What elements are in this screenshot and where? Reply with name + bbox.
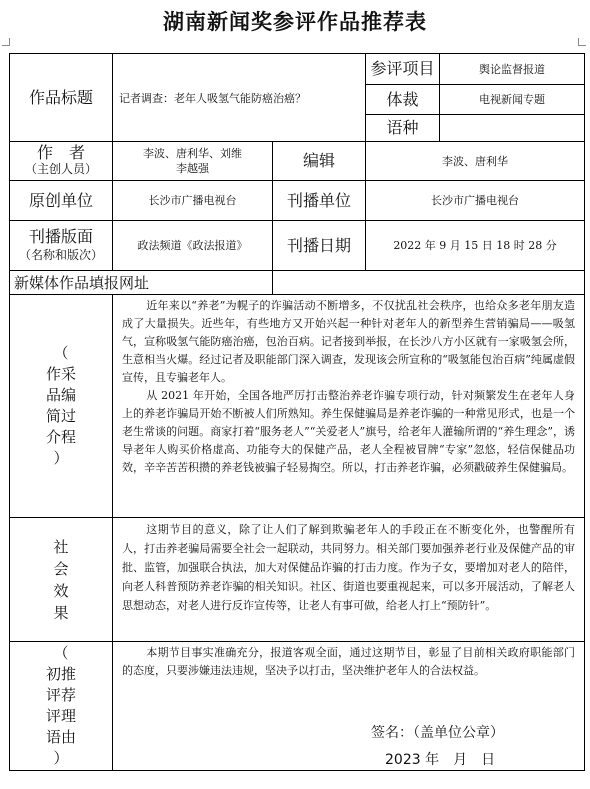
signature-label: 签名：（盖单位公章） <box>371 725 504 741</box>
genre-value: 电视新闻专题 <box>440 85 585 115</box>
origin-unit-value: 长沙市广播电视台 <box>113 181 273 221</box>
process-label-line: ） <box>53 449 69 467</box>
work-title-label: 作品标题 <box>10 54 113 142</box>
publisher-unit-value: 长沙市广播电视台 <box>366 181 585 221</box>
author-value <box>113 142 273 181</box>
editor-label: 编辑 <box>273 142 366 181</box>
effect-label-line: 会 <box>53 559 69 578</box>
edition-label <box>10 221 113 271</box>
page-title: 湖南新闻奖参评作品推荐表 <box>163 10 427 34</box>
broadcast-date-value: 2022 年 9 月 15 日 18 时 28 分 <box>366 221 585 271</box>
author-value-line1: 李波、唐利华、刘维 <box>143 147 242 160</box>
process-label-line: 简过 <box>45 407 76 425</box>
category-label: 参评项目 <box>366 54 440 85</box>
crop-mark-top-left <box>2 38 10 46</box>
origin-unit-label: 原创单位 <box>10 181 113 221</box>
edition-label-line1: 刊播版面 <box>28 226 93 246</box>
effect-label-line: 果 <box>53 603 69 622</box>
author-label <box>10 142 113 181</box>
recommendation-form <box>9 53 585 771</box>
broadcast-date-label: 刊播日期 <box>273 221 366 271</box>
review-label-line: 评荐 <box>45 686 76 704</box>
language-value <box>440 115 585 142</box>
review-label-line: （ <box>53 644 69 662</box>
review-label <box>10 642 113 771</box>
review-label-line: 初推 <box>45 665 76 683</box>
process-label-line: 品编 <box>45 386 76 404</box>
new-media-url-label: 新媒体作品填报网址 <box>10 271 273 295</box>
social-effect-content <box>113 518 585 642</box>
review-label-line: 语由 <box>45 728 76 746</box>
work-title-value: 记者调查：老年人吸氢气能防癌治癌？ <box>113 54 366 142</box>
review-label-line: 评理 <box>45 707 76 725</box>
language-label: 语种 <box>366 115 440 142</box>
process-label <box>10 295 113 518</box>
author-value-line2: 李越强 <box>176 162 209 175</box>
signature-date: 2023 年 月 日 <box>385 752 496 768</box>
edition-label-line2: （名称和版次） <box>18 247 103 262</box>
publisher-unit-label: 刊播单位 <box>273 181 366 221</box>
effect-label-line: 社 <box>53 537 69 556</box>
social-effect-paragraph: 这期节目的意义，除了让人们了解到欺骗老年人的手段正在不断变化外，也警醒所有人，打击养老骗局需要全社会一起联动，共同努力。相关部门要加强养老行业及保健产品的审批、监管，加强联合执法，加大对保健品诈骗的打击力度。作为子女，要增加对老人的陪伴，向老人科普预防养老诈骗的相关知识。社区、街道也要重视起来，可以多开展活动，了解老人思想动态，对老人进行反诈宣传等，让老人有事可做，给老人打上“预防针”。 <box>122 523 576 612</box>
process-label-line: 介程 <box>45 428 76 446</box>
editor-value: 李波、唐利华 <box>366 142 585 181</box>
process-paragraph-1: 近年来以“养老”为幌子的诈骗活动不断增多，不仅扰乱社会秩序，也给众多老年朋友造成了大量损失。近些年，有些地方又开始兴起一种针对老年人的新型养生营销骗局——吸氢气，宣称吸氢气能防癌治癌，包治百病。记者接到举报，在长沙八方小区就有一家吸氢会所，生意相当火爆。经过记者及职能部门深入调查，发现该会所宣称的“吸氢能包治百病”纯属虚假宣传，且专骗老年人。 <box>122 299 576 384</box>
social-effect-label <box>10 518 113 642</box>
process-label-line: （ <box>53 344 69 362</box>
process-paragraph-2: 从 2021 年开始，全国各地严厉打击整治养老诈骗专项行动，针对频繁发生在老年人身上的养老诈骗局开始不断被人们所熟知。养生保健骗局是养老诈骗的一种常见形式，也是一个老生常谈的问题。商家打着“服务老人”“关爱老人”旗号，给老年人灌输所谓的“养生理念”，诱导老年人购买价格虚高、功能夸大的保健产品，老人全程被冒牌“专家”忽悠，轻信保健品功效，辛辛苦苦积攒的养老钱被骗子轻易掏空。所以，打击养老诈骗，必须戳破养生保健骗局。 <box>122 389 576 474</box>
effect-label-line: 效 <box>53 581 69 600</box>
genre-label: 体裁 <box>366 85 440 115</box>
category-value: 舆论监督报道 <box>440 54 585 85</box>
edition-value: 政法频道《政法报道》 <box>113 221 273 271</box>
crop-mark-top-right <box>578 38 586 46</box>
review-paragraph: 本期节目事实准确充分，报道客观全面，通过这期节目，彰显了目前相关政府职能部门的态度，只要涉嫌违法违规，坚决予以打击，坚决维护老年人的合法权益。 <box>122 646 576 677</box>
process-label-line: 作采 <box>45 365 76 383</box>
process-content <box>113 295 585 518</box>
review-content <box>113 642 585 771</box>
author-label-line2: （主创人员） <box>24 162 97 176</box>
author-label-line1: 作 者 <box>36 143 85 162</box>
new-media-url-value <box>273 271 585 295</box>
review-label-line: ） <box>53 749 69 767</box>
